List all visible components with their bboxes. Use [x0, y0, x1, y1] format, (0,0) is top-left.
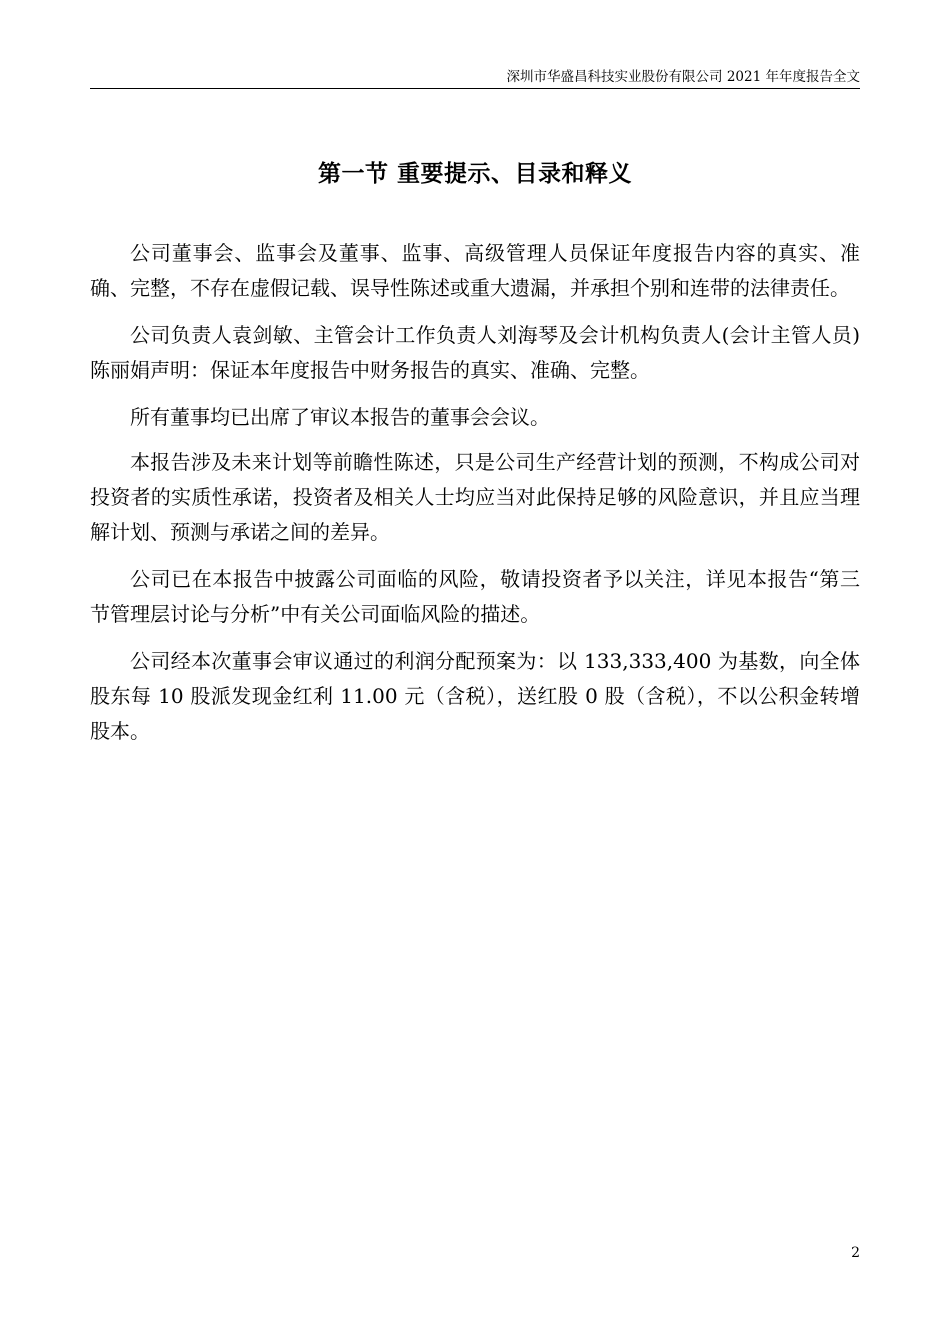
paragraph-financial-report-declaration: 公司负责人袁剑敏、主管会计工作负责人刘海琴及会计机构负责人(会计主管人员)陈丽娟声明：保证本年度报告中财务报告的真实、准确、完整。	[90, 323, 860, 382]
page-number: 2	[851, 1245, 860, 1261]
paragraph-responsibility-statement: 公司董事会、监事会及董事、监事、高级管理人员保证年度报告内容的真实、准确、完整，不存在虚假记载、误导性陈述或重大遗漏，并承担个别和连带的法律责任。	[90, 241, 860, 300]
paragraph-board-attendance: 所有董事均已出席了审议本报告的董事会会议。	[130, 405, 550, 429]
paragraph-risk-disclosure: 公司已在本报告中披露公司面临的风险，敬请投资者予以关注，详见本报告“第三节管理层讨论与分析”中有关公司面临风险的描述。	[90, 567, 860, 626]
running-header-title: 深圳市华盛昌科技实业股份有限公司 2021 年年度报告全文	[506, 69, 860, 85]
paragraph-forward-looking-statement: 本报告涉及未来计划等前瞻性陈述，只是公司生产经营计划的预测，不构成公司对投资者的实质性承诺，投资者及相关人士均应当对此保持足够的风险意识，并且应当理解计划、预测与承诺之间的差异。	[90, 450, 860, 544]
section-title: 第一节 重要提示、目录和释义	[317, 160, 632, 187]
page-header	[90, 66, 860, 89]
paragraph-profit-distribution: 公司经本次董事会审议通过的利润分配预案为：以 133,333,400 为基数，向全体股东每 10 股派发现金红利 11.00 元（含税），送红股 0 股（含税），不以公积金转增股本。	[90, 649, 860, 743]
body-text	[90, 236, 860, 761]
